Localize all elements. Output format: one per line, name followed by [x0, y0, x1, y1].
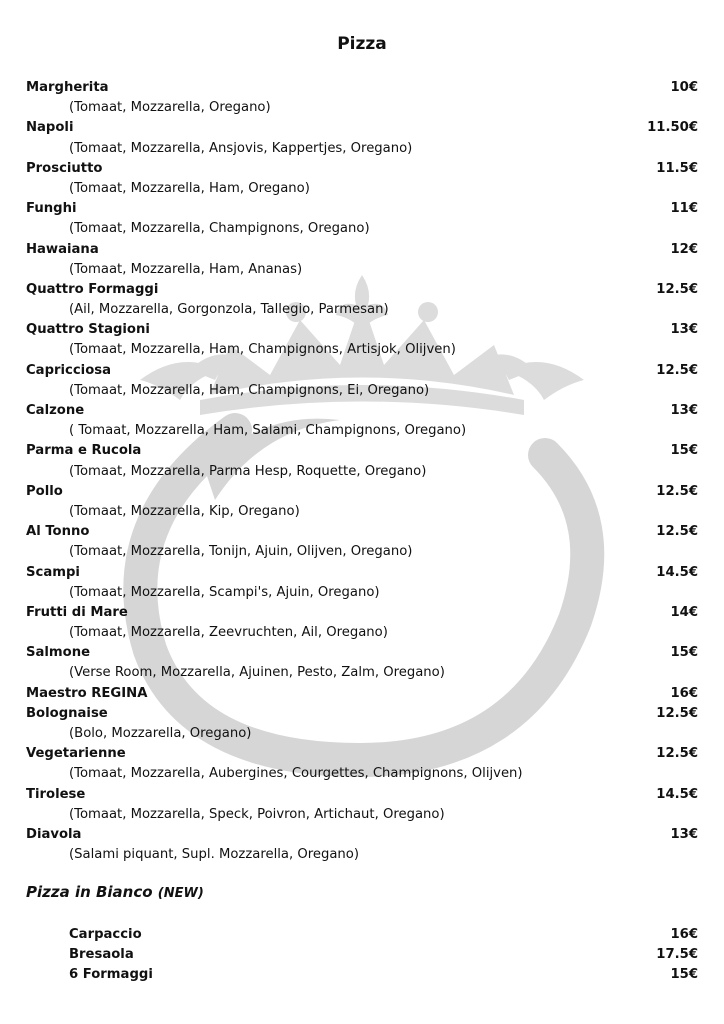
item-price: 14.5€	[656, 786, 698, 802]
menu-item-row	[26, 361, 698, 381]
item-description: ( Tomaat, Mozzarella, Ham, Salami, Champignons, Oregano)	[69, 423, 467, 439]
item-description: (Tomaat, Mozzarella, Scampi's, Ajuin, Oregano)	[69, 584, 380, 600]
item-description: (Tomaat, Mozzarella, Kip, Oregano)	[69, 503, 300, 519]
item-price: 12.5€	[656, 746, 698, 762]
item-price: 13€	[670, 322, 698, 338]
item-name: Scampi	[26, 564, 80, 580]
new-tag: (NEW)	[157, 886, 204, 901]
item-price: 11.5€	[656, 160, 698, 176]
item-description: (Tomaat, Mozzarella, Champignons, Oregano)	[69, 221, 370, 237]
menu-item-row	[26, 684, 698, 704]
item-description: (Tomaat, Mozzarella, Ham, Champignons, Artisjok, Olijven)	[69, 342, 456, 358]
item-price: 17.5€	[656, 947, 698, 963]
item-price: 15€	[670, 645, 698, 661]
pizza-menu-list	[26, 78, 698, 865]
item-price: 10€	[670, 80, 698, 95]
item-description: (Tomaat, Mozzarella, Speck, Poivron, Artichaut, Oregano)	[69, 806, 445, 822]
item-price: 16€	[670, 927, 698, 942]
item-name: Parma e Rucola	[26, 443, 142, 459]
item-price: 11€	[670, 201, 698, 217]
item-name: Margherita	[26, 80, 109, 95]
menu-item-row	[26, 159, 698, 179]
menu-item-row	[26, 563, 698, 583]
item-price: 12.5€	[656, 362, 698, 378]
item-name: Diavola	[26, 826, 82, 842]
menu-item-row	[26, 522, 698, 542]
page-title: Pizza	[337, 34, 387, 54]
menu-item-row	[26, 603, 698, 623]
menu-item-row	[69, 965, 698, 985]
item-price: 15€	[670, 443, 698, 459]
item-price: 13€	[670, 826, 698, 842]
item-price: 12.5€	[656, 705, 698, 721]
section-heading-text: Pizza in Bianco	[26, 883, 153, 901]
item-price: 12.5€	[656, 483, 698, 499]
item-name: Vegetarienne	[26, 746, 126, 762]
item-price: 16€	[670, 685, 698, 701]
item-price: 12.5€	[656, 524, 698, 540]
item-name: Quattro Formaggi	[26, 281, 159, 297]
item-name: Calzone	[26, 403, 85, 418]
item-description: (Tomaat, Mozzarella, Aubergines, Courgettes, Champignons, Olijven)	[69, 766, 523, 782]
item-description: (Tomaat, Mozzarella, Tonijn, Ajuin, Olijven, Oregano)	[69, 544, 413, 560]
item-name: Prosciutto	[26, 160, 103, 176]
item-name: Funghi	[26, 201, 77, 217]
item-description: (Tomaat, Mozzarella, Ham, Ananas)	[69, 261, 303, 277]
item-name: Maestro REGINA	[26, 685, 148, 701]
item-price: 14.5€	[656, 564, 698, 580]
menu-item-row	[69, 945, 698, 965]
bianco-menu-list	[69, 925, 698, 986]
item-name: Carpaccio	[69, 927, 142, 942]
menu-item-row	[26, 643, 698, 663]
item-description: (Tomaat, Mozzarella, Ham, Oregano)	[69, 180, 310, 196]
menu-item-row	[26, 825, 698, 845]
item-name: Napoli	[26, 120, 74, 136]
item-description: (Tomaat, Mozzarella, Parma Hesp, Roquette, Oregano)	[69, 463, 427, 479]
menu-item-row	[26, 78, 698, 98]
item-name: Pollo	[26, 483, 63, 499]
item-description: (Bolo, Mozzarella, Oregano)	[69, 726, 252, 741]
menu-item-row	[26, 482, 698, 502]
menu-item-row	[26, 280, 698, 300]
item-name: Frutti di Mare	[26, 604, 128, 620]
menu-item-row	[26, 441, 698, 461]
item-price: 14€	[670, 604, 698, 620]
item-name: Quattro Stagioni	[26, 322, 150, 338]
item-description: (Ail, Mozzarella, Gorgonzola, Tallegio, Parmesan)	[69, 302, 389, 318]
menu-item-row	[26, 785, 698, 805]
menu-item-row	[69, 925, 698, 945]
menu-item-row	[26, 199, 698, 219]
item-price: 12.5€	[656, 281, 698, 297]
item-price: 12€	[670, 241, 698, 257]
item-name: Al Tonno	[26, 524, 90, 540]
menu-item-row	[26, 401, 698, 421]
menu-item-row	[26, 320, 698, 340]
item-name: Tirolese	[26, 786, 86, 802]
section-heading-bianco	[26, 883, 204, 901]
item-description: (Tomaat, Mozzarella, Ham, Champignons, Ei, Oregano)	[69, 382, 430, 398]
item-name: Capricciosa	[26, 362, 112, 378]
item-description: (Tomaat, Mozzarella, Ansjovis, Kappertjes, Oregano)	[69, 140, 413, 156]
item-price: 15€	[670, 967, 698, 983]
menu-item-row	[26, 240, 698, 260]
item-description: (Tomaat, Mozzarella, Zeevruchten, Ail, Oregano)	[69, 625, 388, 641]
menu-item-row	[26, 118, 698, 138]
item-description: (Tomaat, Mozzarella, Oregano)	[69, 100, 271, 116]
menu-item-row	[26, 704, 698, 724]
item-name: Bolognaise	[26, 705, 108, 721]
menu-item-row	[26, 744, 698, 764]
item-price: 13€	[670, 403, 698, 418]
item-name: 6 Formaggi	[69, 967, 153, 983]
item-description: (Verse Room, Mozzarella, Ajuinen, Pesto, Zalm, Oregano)	[69, 665, 445, 681]
item-name: Salmone	[26, 645, 91, 661]
item-name: Hawaiana	[26, 241, 99, 257]
item-price: 11.50€	[647, 120, 698, 136]
item-description: (Salami piquant, Supl. Mozzarella, Oregano)	[69, 847, 360, 863]
item-name: Bresaola	[69, 947, 134, 963]
